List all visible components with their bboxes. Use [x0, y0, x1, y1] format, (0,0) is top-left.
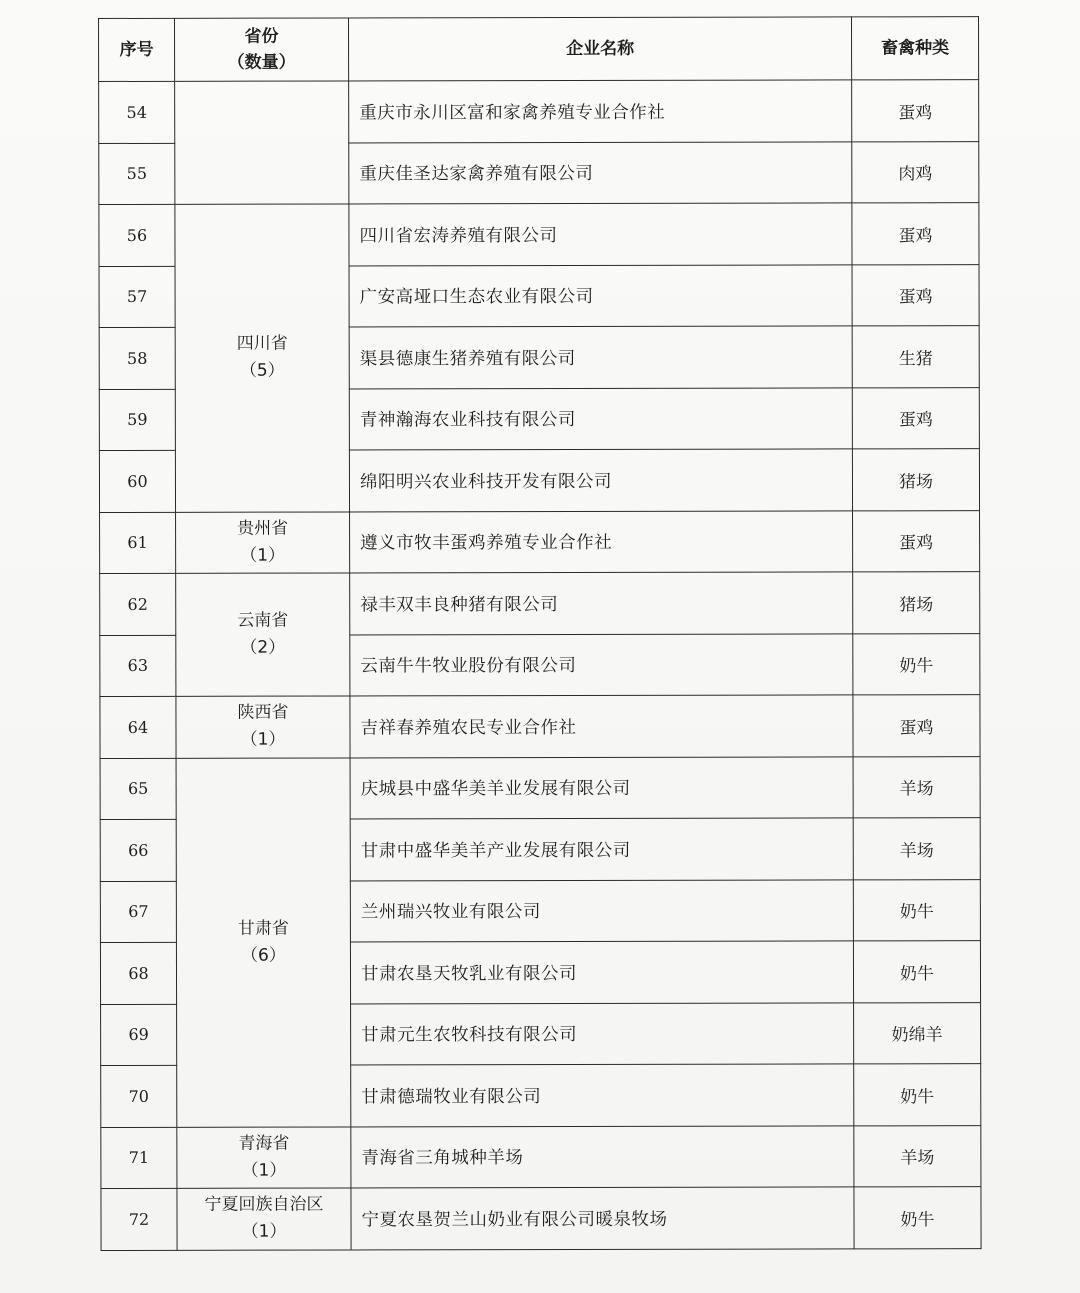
province-name: 甘肃省 — [237, 918, 289, 939]
province-cell-guizhou — [176, 511, 350, 573]
province-count: （1） — [240, 729, 286, 750]
row-index: 69 — [101, 1004, 177, 1066]
livestock-kind: 蛋鸡 — [853, 695, 980, 757]
livestock-kind: 奶绵羊 — [854, 1002, 981, 1064]
livestock-kind: 羊场 — [853, 818, 980, 880]
province-name: 云南省 — [237, 610, 289, 631]
table-row — [99, 203, 979, 266]
header-row — [99, 17, 979, 82]
header-kind: 畜禽种类 — [851, 17, 978, 80]
livestock-kind: 羊场 — [853, 756, 980, 818]
row-index: 54 — [99, 81, 175, 143]
province-name: 贵州省 — [237, 518, 289, 539]
company-name: 甘肃农垦天牧乳业有限公司 — [350, 941, 853, 1004]
province-name: 青海省 — [238, 1133, 290, 1154]
livestock-kind: 蛋鸡 — [853, 510, 980, 572]
livestock-kind: 奶牛 — [853, 879, 980, 941]
livestock-kind: 奶牛 — [854, 1064, 981, 1126]
company-name: 四川省宏涛养殖有限公司 — [349, 203, 852, 266]
province-count: （1） — [241, 1221, 287, 1242]
row-index: 65 — [100, 758, 176, 820]
livestock-kind: 猪场 — [852, 449, 979, 511]
province-cell-gansu — [176, 757, 351, 1126]
table-row — [100, 756, 980, 819]
row-index: 63 — [100, 635, 176, 697]
company-name: 绵阳明兴农业科技开发有限公司 — [349, 449, 852, 512]
header-index: 序号 — [99, 18, 175, 81]
row-index: 72 — [101, 1188, 177, 1250]
province-cell-ningxia — [177, 1188, 351, 1250]
header-province-line2: （数量） — [227, 52, 296, 73]
row-index: 64 — [100, 696, 176, 758]
company-name: 吉祥春养殖农民专业合作社 — [350, 695, 853, 758]
province-cell-sichuan — [175, 204, 350, 512]
livestock-kind: 猪场 — [853, 572, 980, 634]
header-province — [175, 18, 349, 81]
row-index: 61 — [100, 512, 176, 574]
province-cell-shaanxi — [176, 696, 350, 758]
row-index: 66 — [100, 819, 176, 881]
livestock-kind: 肉鸡 — [852, 141, 979, 203]
company-name: 甘肃中盛华美羊产业发展有限公司 — [350, 818, 853, 881]
company-name: 重庆佳圣达家禽养殖有限公司 — [349, 141, 852, 204]
header-company: 企业名称 — [349, 17, 852, 81]
company-name: 兰州瑞兴牧业有限公司 — [350, 879, 853, 942]
company-name: 广安高垭口生态农业有限公司 — [349, 264, 852, 327]
row-index: 70 — [101, 1065, 177, 1127]
company-name: 宁夏农垦贺兰山奶业有限公司暖泉牧场 — [351, 1187, 854, 1250]
company-name: 青神瀚海农业科技有限公司 — [349, 387, 852, 450]
livestock-kind: 蛋鸡 — [852, 387, 979, 449]
company-name: 庆城县中盛华美羊业发展有限公司 — [350, 756, 853, 819]
row-index: 62 — [100, 573, 176, 635]
livestock-kind: 羊场 — [854, 1125, 981, 1187]
company-name: 甘肃元生农牧科技有限公司 — [351, 1002, 854, 1065]
company-name: 云南牛牛牧业股份有限公司 — [350, 633, 853, 696]
province-count: （5） — [239, 360, 285, 381]
row-index: 56 — [99, 204, 175, 266]
table-row — [100, 510, 980, 573]
table-row — [99, 80, 979, 143]
row-index: 71 — [101, 1127, 177, 1189]
province-count: （2） — [240, 637, 286, 658]
livestock-kind: 生猪 — [852, 326, 979, 388]
livestock-kind: 蛋鸡 — [852, 264, 979, 326]
enterprise-table — [98, 16, 982, 1250]
livestock-kind: 奶牛 — [854, 1187, 981, 1249]
livestock-kind: 奶牛 — [853, 941, 980, 1003]
row-index: 67 — [100, 881, 176, 943]
row-index: 58 — [99, 327, 175, 389]
table-row — [101, 1125, 981, 1188]
company-name: 遵义市牧丰蛋鸡养殖专业合作社 — [350, 510, 853, 573]
row-index: 57 — [99, 266, 175, 328]
table-row — [100, 572, 980, 635]
livestock-kind: 蛋鸡 — [852, 80, 979, 142]
province-cell-qinghai — [177, 1126, 351, 1188]
livestock-kind: 奶牛 — [853, 633, 980, 695]
province-count: （1） — [241, 1160, 287, 1181]
row-index: 55 — [99, 143, 175, 205]
company-name: 青海省三角城种羊场 — [351, 1125, 854, 1188]
province-cell-yunnan — [176, 573, 350, 696]
row-index: 68 — [100, 942, 176, 1004]
company-name: 甘肃德瑞牧业有限公司 — [351, 1064, 854, 1127]
province-count: （6） — [241, 945, 286, 966]
table-row — [100, 695, 980, 758]
province-count: （1） — [240, 545, 286, 566]
province-cell-chongqing — [175, 81, 349, 204]
province-name: 陕西省 — [237, 702, 289, 723]
row-index: 59 — [99, 389, 175, 451]
row-index: 60 — [99, 450, 175, 512]
province-name: 宁夏回族自治区 — [204, 1194, 324, 1216]
company-name: 重庆市永川区富和家禽养殖专业合作社 — [349, 80, 852, 143]
company-name: 禄丰双丰良种猪有限公司 — [350, 572, 853, 635]
company-name: 渠县德康生猪养殖有限公司 — [349, 326, 852, 389]
table-row — [101, 1187, 981, 1250]
province-name: 四川省 — [236, 333, 288, 354]
livestock-kind: 蛋鸡 — [852, 203, 979, 265]
header-province-line1: 省份 — [244, 26, 279, 47]
